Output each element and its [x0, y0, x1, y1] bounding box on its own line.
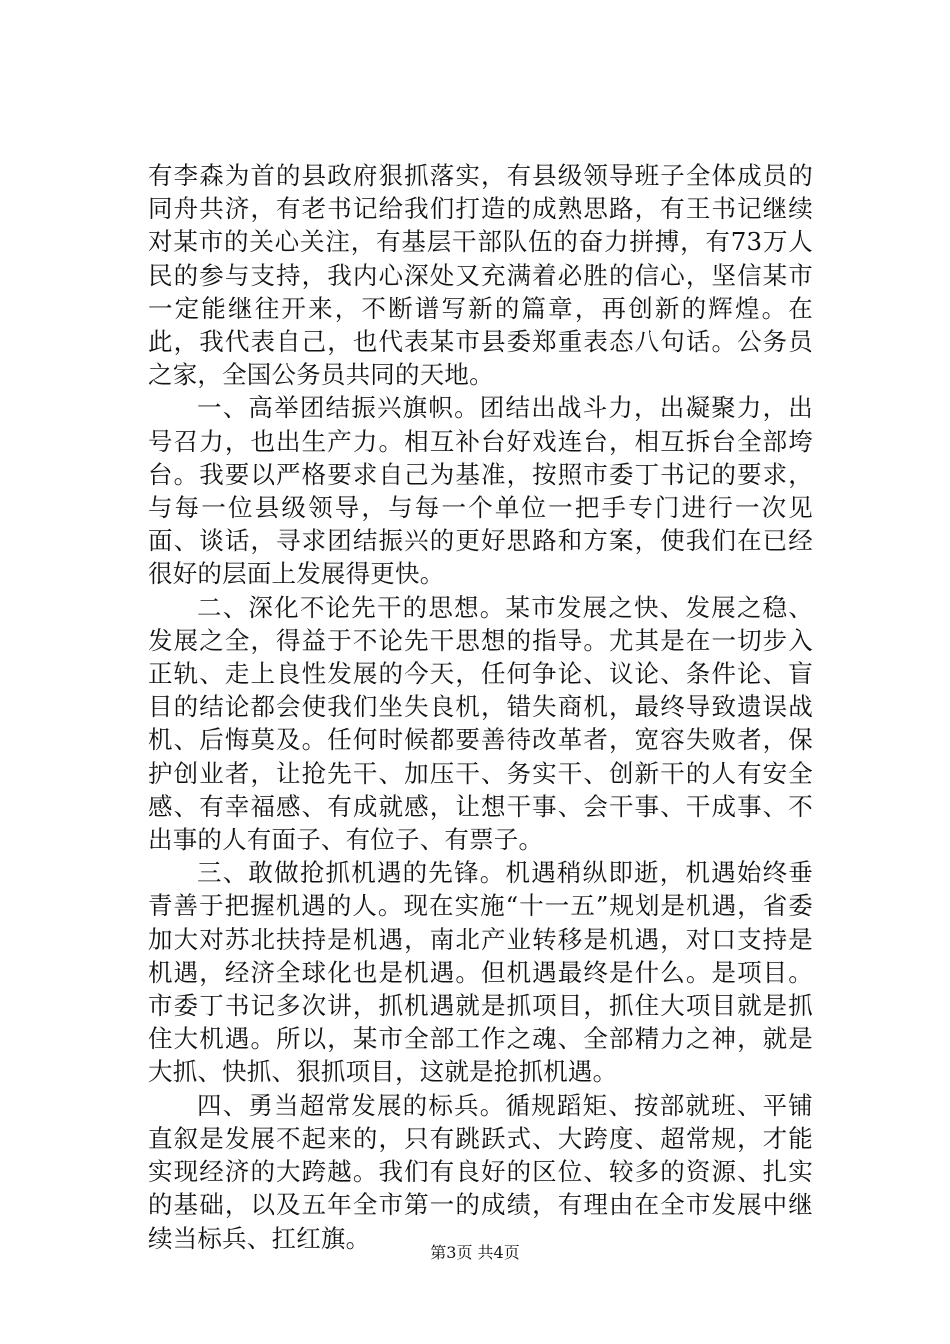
paragraph-point-3: 三、敢做抢抓机遇的先锋。机遇稍纵即逝，机遇始终垂青善于把握机遇的人。现在实施“十一五”规划是机遇，省委加大对苏北扶持是机遇，南北产业转移是机遇，对口支持是机遇，经济全球化也是机遇。但机遇最终是什么。是项目。市委丁书记多次讲，抓机遇就是抓项目，抓住大项目就是抓住大机遇。所以，某市全部工作之魂、全部精力之神，就是大抓、快抓、狠抓项目，这就是抢抓机遇。 [148, 858, 813, 1087]
document-body [148, 159, 813, 1255]
paragraph-point-4: 四、勇当超常发展的标兵。循规蹈矩、按部就班、平铺直叙是发展不起来的，只有跳跃式、大跨度、超常规，才能实现经济的大跨越。我们有良好的区位、较多的资源、扎实的基础，以及五年全市第一的成绩，有理由在全市发展中继续当标兵、扛红旗。 [148, 1090, 813, 1253]
paragraph-point-2: 二、深化不论先干的思想。某市发展之快、发展之稳、发展之全，得益于不论先干思想的指导。尤其是在一切步入正轨、走上良性发展的今天，任何争论、议论、条件论、盲目的结论都会使我们坐失良机，错失商机，最终导致遗误战机、后悔莫及。任何时候都要善待改革者，宽容失败者，保护创业者，让抢先干、加压干、务实干、创新干的人有安全感、有幸福感、有成就感，让想干事、会干事、干成事、不出事的人有面子、有位子、有票子。 [148, 592, 813, 855]
paragraph-point-1: 一、高举团结振兴旗帜。团结出战斗力，出凝聚力，出号召力，也出生产力。相互补台好戏连台，相互拆台全部垮台。我要以严格要求自己为基准，按照市委丁书记的要求，与每一位县级领导，与每一个单位一把手专门进行一次见面、谈话，寻求团结振兴的更好思路和方案，使我们在已经很好的层面上发展得更快。 [148, 393, 813, 589]
paragraph-intro: 有李森为首的县政府狠抓落实，有县级领导班子全体成员的同舟共济，有老书记给我们打造的成熟思路，有王书记继续对某市的关心关注，有基层干部队伍的奋力拼搏，有73万人民的参与支持，我内心深处又充满着必胜的信心，坚信某市一定能继往开来，不断谱写新的篇章，再创新的辉煌。在此，我代表自己，也代表某市县委郑重表态八句话。公务员之家，全国公务员共同的天地。 [148, 161, 813, 390]
page-footer: 第3页 共4页 [430, 1243, 520, 1262]
